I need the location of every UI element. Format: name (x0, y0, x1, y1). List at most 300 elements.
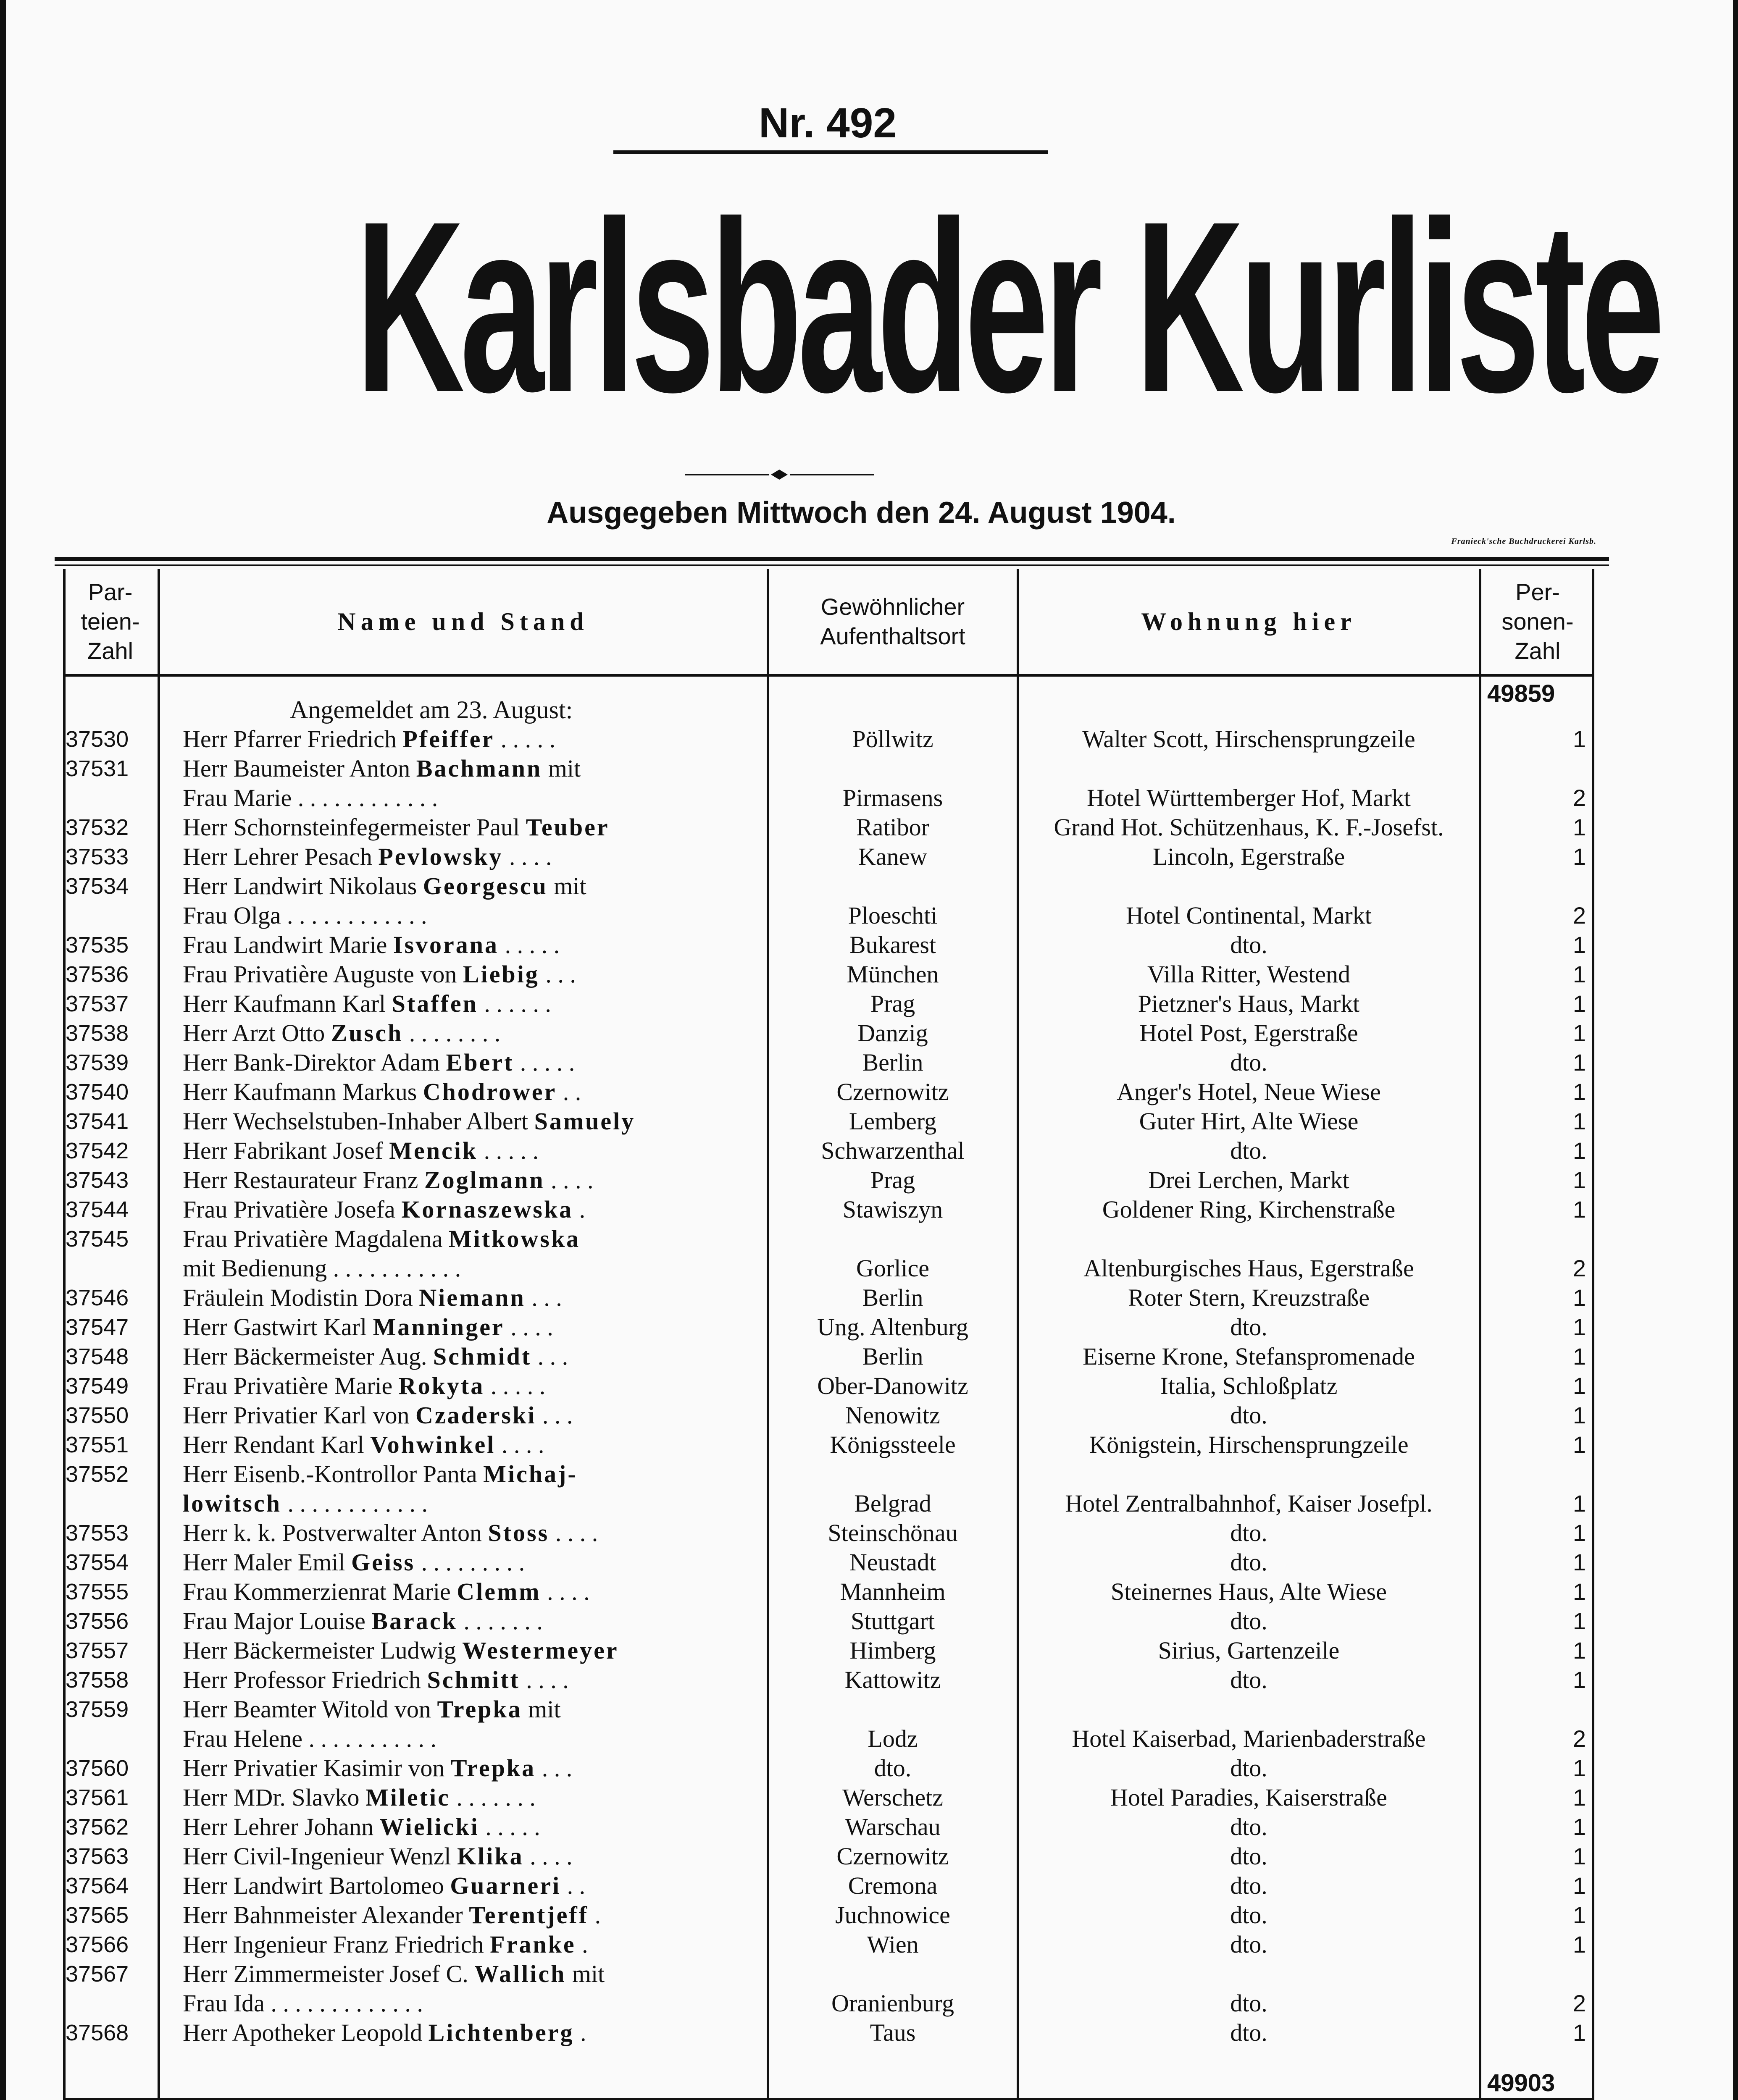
guest-name (183, 1842, 765, 1871)
lodging-here: dto. (1230, 1402, 1267, 1429)
guest-title: Frau Kommerzienrat Marie (183, 1578, 451, 1605)
party-number: 37543 (66, 1168, 129, 1193)
person-count: 1 (1572, 1872, 1586, 1899)
guest-surname: Pfeiffer (402, 725, 495, 753)
person-count: 1 (1572, 1667, 1586, 1693)
usual-residence: Ploeschti (848, 902, 938, 929)
header-rule-thick (55, 557, 1609, 561)
guest-title: Herr Landwirt Nikolaus (183, 872, 417, 900)
guest-name (183, 1312, 765, 1342)
name-suffix: . . . . (549, 1519, 598, 1546)
guest-surname: Schmidt (433, 1343, 532, 1370)
party-number: 37541 (66, 1109, 129, 1134)
table-row (63, 1371, 1594, 1401)
usual-residence: Berlin (862, 1049, 923, 1076)
guest-surname: Teuber (526, 814, 610, 841)
person-count: 1 (1572, 1843, 1586, 1869)
person-count: 1 (1572, 1079, 1586, 1105)
party-number: 37547 (66, 1315, 129, 1340)
name-suffix: . (576, 1931, 588, 1958)
ornament-line-left (685, 474, 769, 475)
guest-name (183, 1577, 765, 1606)
lodging-here: Hotel Paradies, Kaiserstraße (1110, 1784, 1387, 1811)
guest-title: Frau Privatière Auguste von (183, 961, 457, 988)
guest-surname: Czaderski (415, 1402, 536, 1429)
person-count: 1 (1572, 843, 1586, 870)
usual-residence: Belgrad (854, 1490, 931, 1517)
table-row (63, 724, 1594, 754)
guest-title: Herr Professor Friedrich (183, 1666, 421, 1693)
guest-surname: Miletic (365, 1784, 450, 1811)
person-count: 2 (1572, 1990, 1586, 2016)
name-continuation-text: mit Bedienung . . . . . . . . . . . (183, 1255, 461, 1282)
lodging-here: Goldener Ring, Kirchenstraße (1102, 1196, 1396, 1223)
guest-name (183, 1048, 765, 1077)
person-count: 1 (1572, 1343, 1586, 1370)
lodging-here: Steinernes Haus, Alte Wiese (1110, 1578, 1387, 1605)
guest-name (183, 960, 765, 989)
lodging-here: dto. (1230, 1872, 1267, 1899)
name-suffix: . . . . . . (478, 990, 551, 1017)
guest-title: Herr Bahnmeister Alexander (183, 1901, 463, 1929)
guest-title: Herr Gastwirt Karl (183, 1313, 367, 1341)
table-row (63, 1166, 1594, 1195)
column-header-home: Gewöhnlicher Aufenthaltsort (820, 593, 965, 649)
person-count: 1 (1572, 1931, 1586, 1958)
guest-name (183, 1195, 765, 1224)
guest-surname: Barack (371, 1607, 458, 1635)
lodging-here: Grand Hot. Schützenhaus, K. F.-Josefst. (1054, 814, 1444, 841)
usual-residence: Ober-Danowitz (817, 1372, 968, 1399)
guest-name (183, 754, 765, 783)
name-suffix: . . . (539, 961, 576, 988)
name-suffix: . . . . (541, 1578, 590, 1605)
guest-surname: Kornaszewska (401, 1196, 573, 1223)
usual-residence: Berlin (862, 1284, 923, 1311)
person-count: 1 (1572, 1314, 1586, 1340)
guest-surname: Klika (457, 1843, 524, 1870)
guest-name-continuation (183, 1724, 765, 1754)
lodging-here: Altenburgisches Haus, Egerstraße (1083, 1255, 1414, 1282)
table-row (63, 1136, 1594, 1166)
usual-residence: Nenowitz (845, 1402, 940, 1429)
usual-residence: Taus (870, 2019, 916, 2046)
name-suffix: . . . . . (514, 1049, 575, 1076)
party-number: 37560 (66, 1756, 129, 1781)
guest-surname: Wallich (474, 1960, 566, 1987)
party-number: 37556 (66, 1609, 129, 1634)
person-count: 2 (1572, 902, 1586, 929)
name-suffix: . . . . . . . (457, 1607, 543, 1635)
section-heading: Angemeldet am 23. August: (290, 696, 573, 724)
guest-name-continuation (183, 901, 765, 930)
lodging-here: dto. (1230, 1049, 1267, 1076)
guest-title: Frau Privatière Marie (183, 1372, 393, 1399)
table-row (63, 754, 1594, 813)
table-row (63, 872, 1594, 930)
party-number: 37568 (66, 2020, 129, 2045)
person-count: 2 (1572, 1725, 1586, 1752)
ornament-divider (685, 470, 874, 480)
guest-title: Fräulein Modistin Dora (183, 1284, 413, 1311)
name-suffix: . . . . . . . . (403, 1019, 501, 1047)
guest-surname: Chodrower (423, 1078, 557, 1105)
guest-surname-continuation: lowitsch (183, 1490, 281, 1517)
column-header-name: Name und Stand (337, 608, 589, 635)
guest-title: Herr Beamter Witold von (183, 1696, 431, 1723)
table-row (63, 1842, 1594, 1871)
guest-title: Herr Schornsteinfegermeister Paul (183, 814, 520, 841)
usual-residence: Berlin (862, 1343, 923, 1370)
table-row (63, 1695, 1594, 1754)
guest-surname: Zoglmann (424, 1166, 545, 1194)
party-number: 37566 (66, 1932, 129, 1957)
guest-surname: Niemann (419, 1284, 526, 1311)
lodging-here: Hotel Württemberger Hof, Markt (1087, 784, 1411, 811)
table-row (63, 1430, 1594, 1460)
guest-name (183, 1930, 765, 1959)
table-row (63, 1518, 1594, 1548)
person-count: 2 (1572, 785, 1586, 811)
usual-residence: Steinschönau (828, 1519, 958, 1546)
lodging-here: dto. (1230, 1754, 1267, 1782)
name-continuation-text: Frau Olga . . . . . . . . . . . . (183, 902, 427, 929)
lodging-here: Guter Hirt, Alte Wiese (1139, 1108, 1359, 1135)
lodging-here: dto. (1230, 1931, 1267, 1958)
guest-title: Herr Eisenb.-Kontrollor Panta (183, 1460, 477, 1488)
usual-residence: Prag (870, 990, 915, 1017)
guest-surname: Zusch (331, 1019, 403, 1047)
usual-residence: Schwarzenthal (821, 1137, 965, 1164)
guest-name (183, 1665, 765, 1695)
usual-residence: Wien (867, 1931, 919, 1958)
name-suffix: . . . (536, 1402, 573, 1429)
usual-residence: Ung. Altenburg (817, 1313, 968, 1341)
table-row (63, 1460, 1594, 1518)
table-row (63, 1754, 1594, 1783)
usual-residence: Gorlice (856, 1255, 929, 1282)
guest-name (183, 930, 765, 960)
guest-surname: Franke (490, 1931, 576, 1958)
guest-surname: Liebig (463, 961, 539, 988)
lodging-here: Hotel Continental, Markt (1126, 902, 1372, 929)
guest-title: Herr Lehrer Johann (183, 1813, 374, 1840)
person-count: 1 (1572, 1902, 1586, 1928)
name-suffix: . . . . . (478, 1137, 539, 1164)
party-number: 37555 (66, 1579, 129, 1604)
guest-surname: Samuely (534, 1108, 636, 1135)
table-row (63, 1342, 1594, 1371)
party-number: 37550 (66, 1403, 129, 1428)
party-number: 37537 (66, 991, 129, 1016)
party-number: 37532 (66, 815, 129, 840)
guest-name (183, 1166, 765, 1195)
guest-surname: Trepka (450, 1754, 536, 1782)
lodging-here: dto. (1230, 1519, 1267, 1546)
guest-name (183, 1754, 765, 1783)
guest-title: Herr Kaufmann Karl (183, 990, 386, 1017)
guest-name (183, 1783, 765, 1812)
name-continuation-text: . . . . . . . . . . . . (281, 1490, 428, 1517)
party-number: 37533 (66, 844, 129, 869)
person-count: 1 (1572, 1784, 1586, 1811)
party-number: 37546 (66, 1285, 129, 1310)
table-row (63, 1665, 1594, 1695)
party-number: 37544 (66, 1197, 129, 1222)
usual-residence: Kanew (858, 843, 928, 870)
person-count: 1 (1572, 1108, 1586, 1134)
party-number: 37535 (66, 932, 129, 958)
lodging-here: dto. (1230, 1843, 1267, 1870)
guest-surname: Geiss (351, 1549, 415, 1576)
person-count: 1 (1572, 814, 1586, 840)
party-number: 37554 (66, 1550, 129, 1575)
party-number: 37563 (66, 1844, 129, 1869)
table-row (63, 2018, 1594, 2048)
guest-title: Herr Civil-Ingenieur Wenzl (183, 1843, 451, 1870)
guest-name-continuation (183, 1254, 765, 1283)
guest-title: Herr Kaufmann Markus (183, 1078, 417, 1105)
person-count: 1 (1572, 1049, 1586, 1076)
name-suffix: . . . . (503, 843, 552, 870)
guest-surname: Schmitt (427, 1666, 520, 1693)
name-suffix: . (573, 1196, 586, 1223)
name-suffix: . . . . (495, 1431, 544, 1458)
person-count: 1 (1572, 1755, 1586, 1781)
party-number: 37561 (66, 1785, 129, 1810)
usual-residence: Oranienburg (831, 1990, 954, 2017)
party-number: 37534 (66, 874, 129, 899)
guest-title: Herr Ingenieur Franz Friedrich (183, 1931, 484, 1958)
table-row (63, 1107, 1594, 1136)
guest-title: Herr Restaurateur Franz (183, 1166, 418, 1194)
guest-name (183, 872, 765, 901)
usual-residence: Kattowitz (844, 1666, 941, 1693)
guest-name (183, 724, 765, 754)
name-suffix: . . (557, 1078, 581, 1105)
guest-title: Herr Privatier Karl von (183, 1402, 410, 1429)
party-number: 37531 (66, 756, 129, 781)
party-number: 37549 (66, 1373, 129, 1399)
table-row (63, 1548, 1594, 1577)
usual-residence: Himberg (849, 1637, 936, 1664)
person-count: 1 (1572, 1402, 1586, 1428)
person-count: 1 (1572, 1578, 1586, 1605)
name-continuation-text: Frau Helene . . . . . . . . . . . (183, 1725, 437, 1752)
name-suffix: . . . (525, 1284, 562, 1311)
lodging-here: Italia, Schloßplatz (1160, 1372, 1338, 1399)
person-count: 1 (1572, 1284, 1586, 1311)
table-bottom-rule (63, 2098, 1594, 2100)
usual-residence: München (847, 961, 939, 988)
usual-residence: Stawiszyn (842, 1196, 943, 1223)
usual-residence: Danzig (857, 1019, 928, 1047)
guest-name (183, 1077, 765, 1107)
name-continuation-text: Frau Ida . . . . . . . . . . . . . (183, 1990, 423, 2017)
party-number: 37548 (66, 1344, 129, 1369)
lodging-here: dto. (1230, 1990, 1267, 2017)
usual-residence: Mannheim (840, 1578, 946, 1605)
lodging-here: dto. (1230, 1666, 1267, 1693)
lodging-here: Anger's Hotel, Neue Wiese (1117, 1078, 1381, 1105)
lodging-here: Hotel Kaiserbad, Marienbaderstraße (1072, 1725, 1426, 1752)
party-number: 37553 (66, 1520, 129, 1546)
right-scan-border (1733, 0, 1738, 2100)
masthead-title: Karlsbader Kurliste (355, 171, 1660, 443)
usual-residence: Ratibor (856, 814, 929, 841)
table-row (63, 1283, 1594, 1312)
column-header-persons: Per- sonen- Zahl (1501, 579, 1574, 664)
usual-residence: Werschetz (842, 1784, 944, 1811)
guest-name (183, 1548, 765, 1577)
guest-surname: Trepka (437, 1696, 522, 1723)
table-row (63, 1312, 1594, 1342)
lodging-here: Walter Scott, Hirschensprungzeile (1082, 725, 1415, 753)
name-suffix: . . . . . (499, 931, 560, 958)
table-row (63, 1930, 1594, 1959)
guest-name (183, 1283, 765, 1312)
lodging-here: dto. (1230, 1607, 1267, 1635)
person-count: 1 (1572, 1549, 1586, 1575)
lodging-here: dto. (1230, 1549, 1267, 1576)
person-count: 1 (1572, 1137, 1586, 1164)
table-row (63, 1195, 1594, 1224)
name-suffix: . . . . (520, 1666, 569, 1693)
name-suffix: mit (522, 1696, 561, 1723)
table-row (63, 1401, 1594, 1430)
guest-surname: Isvorana (393, 931, 499, 958)
guest-title: Herr MDr. Slavko (183, 1784, 360, 1811)
guest-title: Herr Maler Emil (183, 1549, 345, 1576)
guest-name (183, 1812, 765, 1842)
guest-surname: Staffen (392, 990, 478, 1017)
guest-title: Herr Arzt Otto (183, 1019, 325, 1047)
table-row (63, 989, 1594, 1018)
person-count: 1 (1572, 1431, 1586, 1458)
lodging-here: dto. (1230, 1813, 1267, 1840)
guest-title: Herr k. k. Postverwalter Anton (183, 1519, 482, 1546)
party-number: 37538 (66, 1021, 129, 1046)
table-row (63, 1577, 1594, 1606)
person-count: 1 (1572, 932, 1586, 958)
table-row (63, 1224, 1594, 1283)
person-count: 1 (1572, 2019, 1586, 2046)
person-count: 1 (1572, 961, 1586, 987)
name-suffix: . . . (536, 1754, 573, 1782)
table-row (63, 1636, 1594, 1665)
name-suffix: . . . . . . . . . (415, 1549, 525, 1576)
usual-residence: Pirmasens (842, 784, 943, 811)
usual-residence: Cremona (848, 1872, 938, 1899)
carried-total: 49859 (1487, 680, 1555, 707)
printer-imprint: Franieck'sche Buchdruckerei Karlsb. (1451, 537, 1596, 546)
party-number: 37567 (66, 1961, 129, 1987)
name-suffix: . . . . . (484, 1372, 546, 1399)
lodging-here: Hotel Zentralbahnhof, Kaiser Josefpl. (1065, 1490, 1433, 1517)
name-suffix: mit (542, 755, 581, 782)
guest-surname: Michaj- (483, 1460, 578, 1488)
usual-residence: Pöllwitz (852, 725, 933, 753)
lodging-here: Sirius, Gartenzeile (1158, 1637, 1340, 1664)
guest-title: Herr Baumeister Anton (183, 755, 410, 782)
party-number: 37559 (66, 1697, 129, 1722)
name-suffix: mit (566, 1960, 605, 1987)
party-number: 37530 (66, 727, 129, 752)
guest-name-continuation (183, 783, 765, 813)
party-number: 37565 (66, 1903, 129, 1928)
guest-surname: Clemm (457, 1578, 541, 1605)
guest-title: Herr Pfarrer Friedrich (183, 725, 397, 753)
guest-surname: Wielicki (379, 1813, 479, 1840)
guest-name (183, 1430, 765, 1460)
lodging-here: Königstein, Hirschensprungzeile (1089, 1431, 1409, 1458)
guest-title: Herr Fabrikant Josef (183, 1137, 383, 1164)
guest-name (183, 2018, 765, 2048)
guest-surname: Lichtenberg (428, 2019, 574, 2046)
table-row (63, 813, 1594, 842)
party-number: 37539 (66, 1050, 129, 1075)
guest-title: Herr Landwirt Bartolomeo (183, 1872, 444, 1899)
name-suffix: . (589, 1901, 601, 1929)
guest-name (183, 1871, 765, 1900)
guest-surname: Rokyta (398, 1372, 485, 1399)
lodging-here: dto. (1230, 2019, 1267, 2046)
usual-residence: Königssteele (830, 1431, 956, 1458)
guest-name (183, 1401, 765, 1430)
party-number: 37545 (66, 1226, 129, 1252)
person-count: 1 (1572, 1637, 1586, 1664)
usual-residence: Lemberg (849, 1108, 937, 1135)
name-suffix: . . (561, 1872, 586, 1899)
party-number: 37536 (66, 962, 129, 987)
person-count: 1 (1572, 726, 1586, 752)
guest-title: Herr Wechselstuben-Inhaber Albert (183, 1108, 528, 1135)
lodging-here: Roter Stern, Kreuzstraße (1128, 1284, 1370, 1311)
name-suffix: . (574, 2019, 586, 2046)
guest-name (183, 1460, 765, 1489)
lodging-here: dto. (1230, 1901, 1267, 1929)
guest-name (183, 1342, 765, 1371)
name-continuation-text: Frau Marie . . . . . . . . . . . . (183, 784, 438, 811)
usual-residence: Lodz (868, 1725, 918, 1752)
guest-list-table (63, 569, 1594, 2100)
name-suffix: . . . . . . . (450, 1784, 536, 1811)
guest-name (183, 1695, 765, 1724)
person-count: 1 (1572, 1520, 1586, 1546)
guest-surname: Ebert (446, 1049, 514, 1076)
header-rule-thin (55, 564, 1609, 566)
guest-title: Herr Rendant Karl (183, 1431, 364, 1458)
header-bottom-rule (63, 674, 1594, 677)
lodging-here: Hotel Post, Egerstraße (1139, 1019, 1358, 1047)
person-count: 1 (1572, 1196, 1586, 1223)
guest-name (183, 989, 765, 1018)
usual-residence: Juchnowice (835, 1901, 950, 1929)
guest-name (183, 842, 765, 872)
guest-surname: Stoss (488, 1519, 550, 1546)
table-row (63, 1018, 1594, 1048)
party-number: 37551 (66, 1432, 129, 1457)
table-row (63, 960, 1594, 989)
column-header-number: Par- teien- Zahl (81, 579, 140, 664)
usual-residence: Stuttgart (851, 1607, 935, 1635)
person-count: 1 (1572, 1608, 1586, 1634)
guest-name (183, 1900, 765, 1930)
guest-title: Frau Major Louise (183, 1607, 365, 1635)
issue-date: Ausgegeben Mittwoch den 24. August 1904. (547, 496, 1176, 530)
table-row (63, 842, 1594, 872)
usual-residence: Prag (870, 1166, 915, 1194)
